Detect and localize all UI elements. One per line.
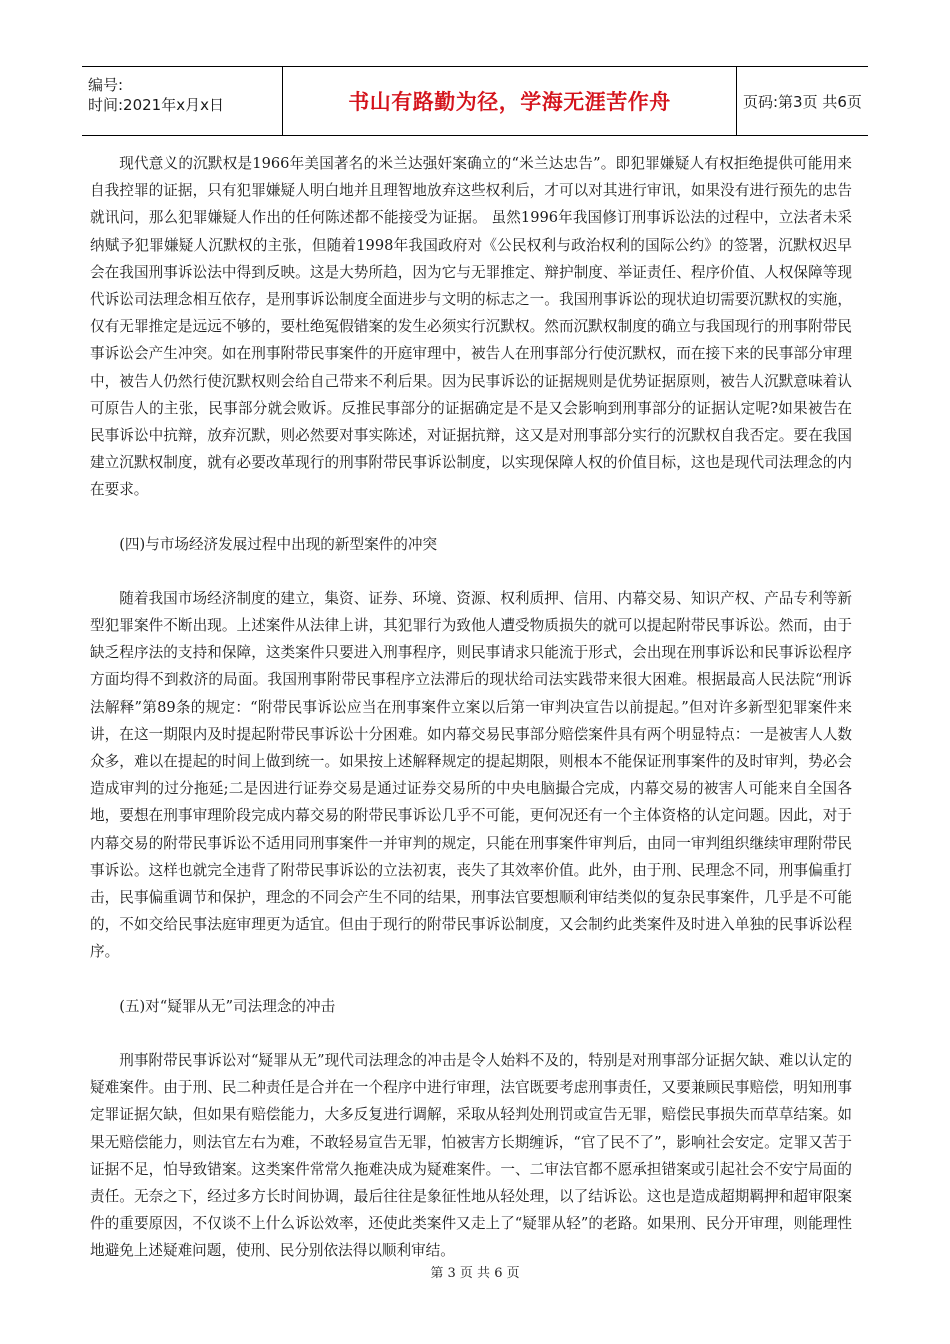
document-body	[90, 150, 852, 1265]
header-meta	[82, 67, 282, 135]
header-motto-cell	[282, 67, 737, 135]
page-header	[82, 66, 868, 136]
section-heading: (五)对“疑罪从无”司法理念的冲击	[119, 997, 336, 1015]
document-number-label: 编号:	[88, 76, 124, 94]
section-heading: (四)与市场经济发展过程中出现的新型案件的冲突	[119, 535, 438, 553]
header-page-info: 页码:第3页 共6页	[743, 92, 862, 111]
body-paragraph: 刑事附带民事诉讼对“疑罪从无”现代司法理念的冲击是令人始料不及的，特别是对刑事部分证据欠缺、难以认定的疑难案件。由于刑、民二种责任是合并在一个程序中进行审理，法官既要考虑刑事责任，又要兼顾民事赔偿，明知刑事定罪证据欠缺，但如果有赔偿能力，大多反复进行调解，采取从轻判处刑罚或宣告无罪，赔偿民事损失而草草结案。如果无赔偿能力，则法官左右为难，不敢轻易宣告无罪，怕被害方长期缠诉，“官了民不了”，影响社会安定。定罪又苦于证据不足，怕导致错案。这类案件常常久拖难决成为疑难案件。一、二审法官都不愿承担错案或引起社会不安宁局面的责任。无奈之下，经过多方长时间协调，最后往往是象征性地从轻处理，以了结诉讼。这也是造成超期羁押和超审限案件的重要原因，不仅谈不上什么诉讼效率，还使此类案件又走上了“疑罪从轻”的老路。如果刑、民分开审理，则能理性地避免上述疑难问题，使刑、民分别依法得以顺利审结。	[90, 1051, 852, 1260]
page-footer: 第 3 页 共 6 页	[430, 1266, 520, 1281]
body-paragraph: 现代意义的沉默权是1966年美国著名的米兰达强奸案确立的“米兰达忠告”。即犯罪嫌疑人有权拒绝提供可能用来自我控罪的证据，只有犯罪嫌疑人明白地并且理智地放弃这些权利后，才可以对其进行审讯，如果没有进行预先的忠告就讯问，那么犯罪嫌疑人作出的任何陈述都不能接受为证据。 虽然1996年我国修订刑事诉讼法的过程中，立法者未采纳赋予犯罪嫌疑人沉默权的主张，但随着1998年我国政府对《公民权利与政治权利的国际公约》的签署，沉默权迟早会在我国刑事诉讼法中得到反映。这是大势所趋，因为它与无罪推定、辩护制度、举证责任、程序价值、人权保障等现代诉讼司法理念相互依存，是刑事诉讼制度全面进步与文明的标志之一。我国刑事诉讼的现状迫切需要沉默权的实施，仅有无罪推定是远远不够的，要杜绝冤假错案的发生必须实行沉默权。然而沉默权制度的确立与我国现行的刑事附带民事诉讼会产生冲突。如在刑事附带民事案件的开庭审理中，被告人在刑事部分行使沉默权，而在接下来的民事部分审理中，被告人仍然行使沉默权则会给自己带来不利后果。因为民事诉讼的证据规则是优势证据原则，被告人沉默意味着认可原告人的主张，民事部分就会败诉。反推民事部分的证据确定是不是又会影响到刑事部分的证据认定呢?如果被告在民事诉讼中抗辩，放弃沉默，则必然要对事实陈述，对证据抗辩，这又是对刑事部分实行的沉默权自我否定。要在我国建立沉默权制度，就有必要改革现行的刑事附带民事诉讼制度，以实现保障人权的价值目标，这也是现代司法理念的内在要求。	[90, 155, 852, 499]
body-paragraph: 随着我国市场经济制度的建立，集资、证券、环境、资源、权利质押、信用、内幕交易、知识产权、产品专利等新型犯罪案件不断出现。上述案件从法律上讲，其犯罪行为致他人遭受物质损失的就可以提起附带民事诉讼。然而，由于缺乏程序法的支持和保障，这类案件只要进入刑事程序，则民事请求只能流于形式，会出现在刑事诉讼和民事诉讼程序方面均得不到救济的局面。我国刑事附带民事程序立法滞后的现状给司法实践带来很大困难。根据最高人民法院“刑诉法解释”第89条的规定：“附带民事诉讼应当在刑事案件立案以后第一审判决宣告以前提起。”但对许多新型犯罪案件来讲，在这一期限内及时提起附带民事诉讼十分困难。如内幕交易民事部分赔偿案件具有两个明显特点：一是被害人人数众多，难以在提起的时间上做到统一。如果按上述解释规定的提起期限，则根本不能保证刑事案件的及时审判，势必会造成审判的过分拖延;二是因进行证券交易是通过证券交易所的中央电脑撮合完成，内幕交易的被害人可能来自全国各地，要想在刑事审理阶段完成内幕交易的附带民事诉讼几乎不可能，更何况还有一个主体资格的认定问题。因此，对于内幕交易的附带民事诉讼不适用同刑事案件一并审判的规定，只能在刑事案件审判后，由同一审判组织继续审理附带民事诉讼。这样也就完全违背了附带民事诉讼的立法初衷，丧失了其效率价值。此外，由于刑、民理念不同，刑事偏重打击，民事偏重调节和保护，理念的不同会产生不同的结果，刑事法官要想顺利审结类似的复杂民事案件，几乎是不可能的，不如交给民事法庭审理更为适宜。但由于现行的附带民事诉讼制度，又会制约此类案件及时进入单独的民事诉讼程序。	[90, 589, 852, 961]
header-motto: 书山有路勤为径，学海无涯苦作舟	[348, 90, 671, 114]
document-time-label: 时间:2021年x月x日	[88, 96, 224, 114]
